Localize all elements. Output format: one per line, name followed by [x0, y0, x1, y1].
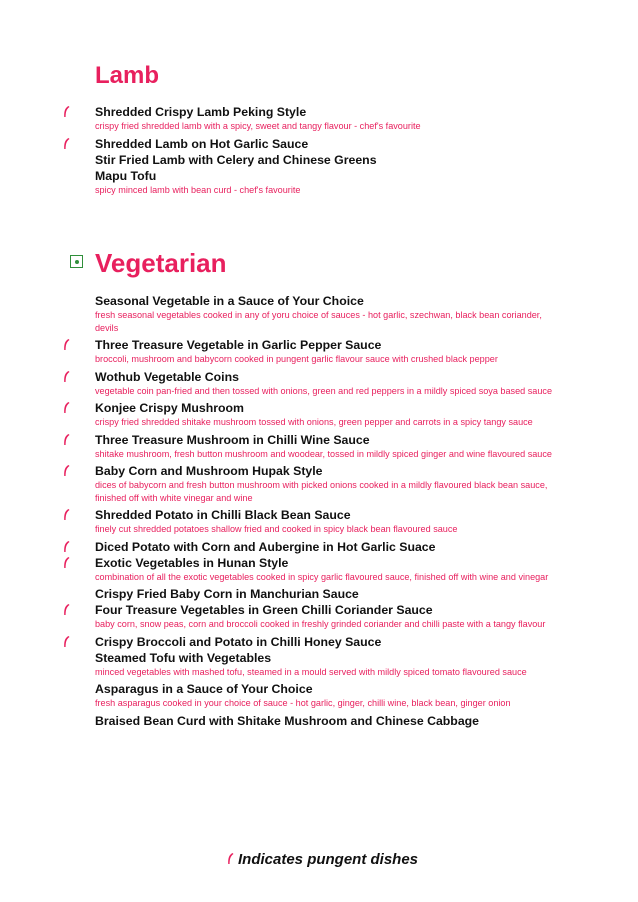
dish-name: Three Treasure Vegetable in Garlic Pepper Sauce [95, 338, 382, 352]
menu-item [95, 713, 565, 729]
dish-description: combination of all the exotic vegetables cooked in spicy garlic flavoured sauce, finished off with wine and vinegar [95, 571, 549, 582]
dish-name: Asparagus in a Sauce of Your Choice [95, 682, 313, 696]
section-title-lamb: Lamb [95, 62, 160, 89]
chilli-icon [62, 433, 70, 447]
chilli-icon [62, 556, 70, 570]
menu-item [95, 463, 565, 507]
legend-text: Indicates pungent dishes [238, 851, 419, 868]
chilli-icon [62, 508, 70, 522]
menu-item [95, 337, 565, 369]
dish-description: crispy fried shredded lamb with a spicy, sweet and tangy flavour - chef's favourite [95, 121, 421, 131]
dish-name: Diced Potato with Corn and Aubergine in Hot Garlic Suace [95, 539, 436, 554]
menu-item [95, 369, 565, 401]
lamb-item-list [95, 104, 565, 199]
dish-name: Shredded Crispy Lamb Peking Style [95, 105, 307, 119]
vegetarian-item-list [95, 293, 565, 729]
menu-item [95, 555, 565, 587]
menu-item [95, 586, 565, 602]
menu-item [95, 168, 565, 200]
section-title-vegetarian: Vegetarian [95, 248, 227, 278]
chilli-icon [62, 540, 70, 554]
dish-name: Wothub Vegetable Coins [95, 369, 239, 384]
dish-name: Baby Corn and Mushroom Hupak Style [95, 464, 323, 478]
dish-name: Crispy Broccoli and Potato in Chilli Honey Sauce [95, 634, 382, 649]
dish-description: fresh asparagus cooked in your choice of sauce - hot garlic, ginger, chilli wine, black bean, ginger onion [95, 698, 511, 708]
menu-item [95, 681, 565, 713]
menu-item [95, 104, 565, 136]
chilli-icon [62, 370, 70, 384]
chilli-icon [62, 464, 70, 478]
dish-description: crispy fried shredded shitake mushroom tossed with onions, green pepper and carrots in a spicy tangy sauce [95, 417, 533, 427]
dish-name: Crispy Fried Baby Corn in Manchurian Sauce [95, 587, 359, 601]
dish-name: Shredded Potato in Chilli Black Bean Sauce [95, 508, 351, 522]
dish-description: fresh seasonal vegetables cooked in any of yoru choice of sauces - hot garlic, szechwan, black bean coriander, devils [95, 310, 542, 333]
chilli-icon [226, 852, 234, 866]
dish-name: Steamed Tofu with Vegetables [95, 650, 272, 665]
menu-item [95, 293, 565, 337]
dish-name: Seasonal Vegetable in a Sauce of Your Choice [95, 294, 364, 308]
dish-name: Four Treasure Vegetables in Green Chilli Coriander Sauce [95, 603, 433, 617]
dish-description: vegetable coin pan-fried and then tossed with onions, green and red peppers in a mildly spiced soya based sauce [95, 385, 553, 396]
menu-item [95, 432, 565, 464]
menu-item [95, 602, 565, 634]
menu-item [95, 634, 565, 650]
dish-name: Stir Fried Lamb with Celery and Chinese Greens [95, 152, 377, 167]
dish-name: Shredded Lamb on Hot Garlic Sauce [95, 136, 309, 151]
menu-item [95, 152, 565, 168]
chilli-icon [62, 137, 70, 151]
dish-description: minced vegetables with mashed tofu, steamed in a mould served with mildly spiced tomato flavoured sauce [95, 666, 527, 677]
chilli-icon [62, 105, 70, 119]
dish-description: broccoli, mushroom and babycorn cooked in pungent garlic flavour sauce with crushed black pepper [95, 354, 498, 364]
dish-name: Exotic Vegetables in Hunan Style [95, 555, 289, 570]
dish-description: spicy minced lamb with bean curd - chef's favourite [95, 184, 301, 195]
menu-item [95, 400, 565, 432]
pungent-legend [226, 851, 418, 868]
dish-description: dices of babycorn and fresh button mushroom with picked onions cooked in a mildly flavoured black bean sauce, finished off with white vinegar and wine [95, 480, 548, 503]
chilli-icon [62, 401, 70, 415]
dish-description: baby corn, snow peas, corn and broccoli cooked in freshly grinded coriander and chilli paste with a tangy flavour [95, 619, 546, 629]
dish-description: finely cut shredded potatoes shallow fried and cooked in spicy black bean flavoured sauce [95, 524, 458, 534]
dish-description: shitake mushroom, fresh button mushroom and woodear, tossed in mildly spiced ginger and wine flavoured sauce [95, 448, 552, 459]
chilli-icon [62, 635, 70, 649]
chilli-icon [62, 338, 70, 352]
dish-name: Three Treasure Mushroom in Chilli Wine Sauce [95, 432, 370, 447]
dish-name: Braised Bean Curd with Shitake Mushroom and Chinese Cabbage [95, 713, 480, 728]
menu-item [95, 539, 565, 555]
menu-item [95, 136, 565, 152]
menu-item [95, 507, 565, 539]
veg-mark-icon [70, 255, 83, 268]
chilli-icon [62, 603, 70, 617]
dish-name: Mapu Tofu [95, 168, 157, 183]
menu-item [95, 650, 565, 682]
dish-name: Konjee Crispy Mushroom [95, 401, 244, 415]
